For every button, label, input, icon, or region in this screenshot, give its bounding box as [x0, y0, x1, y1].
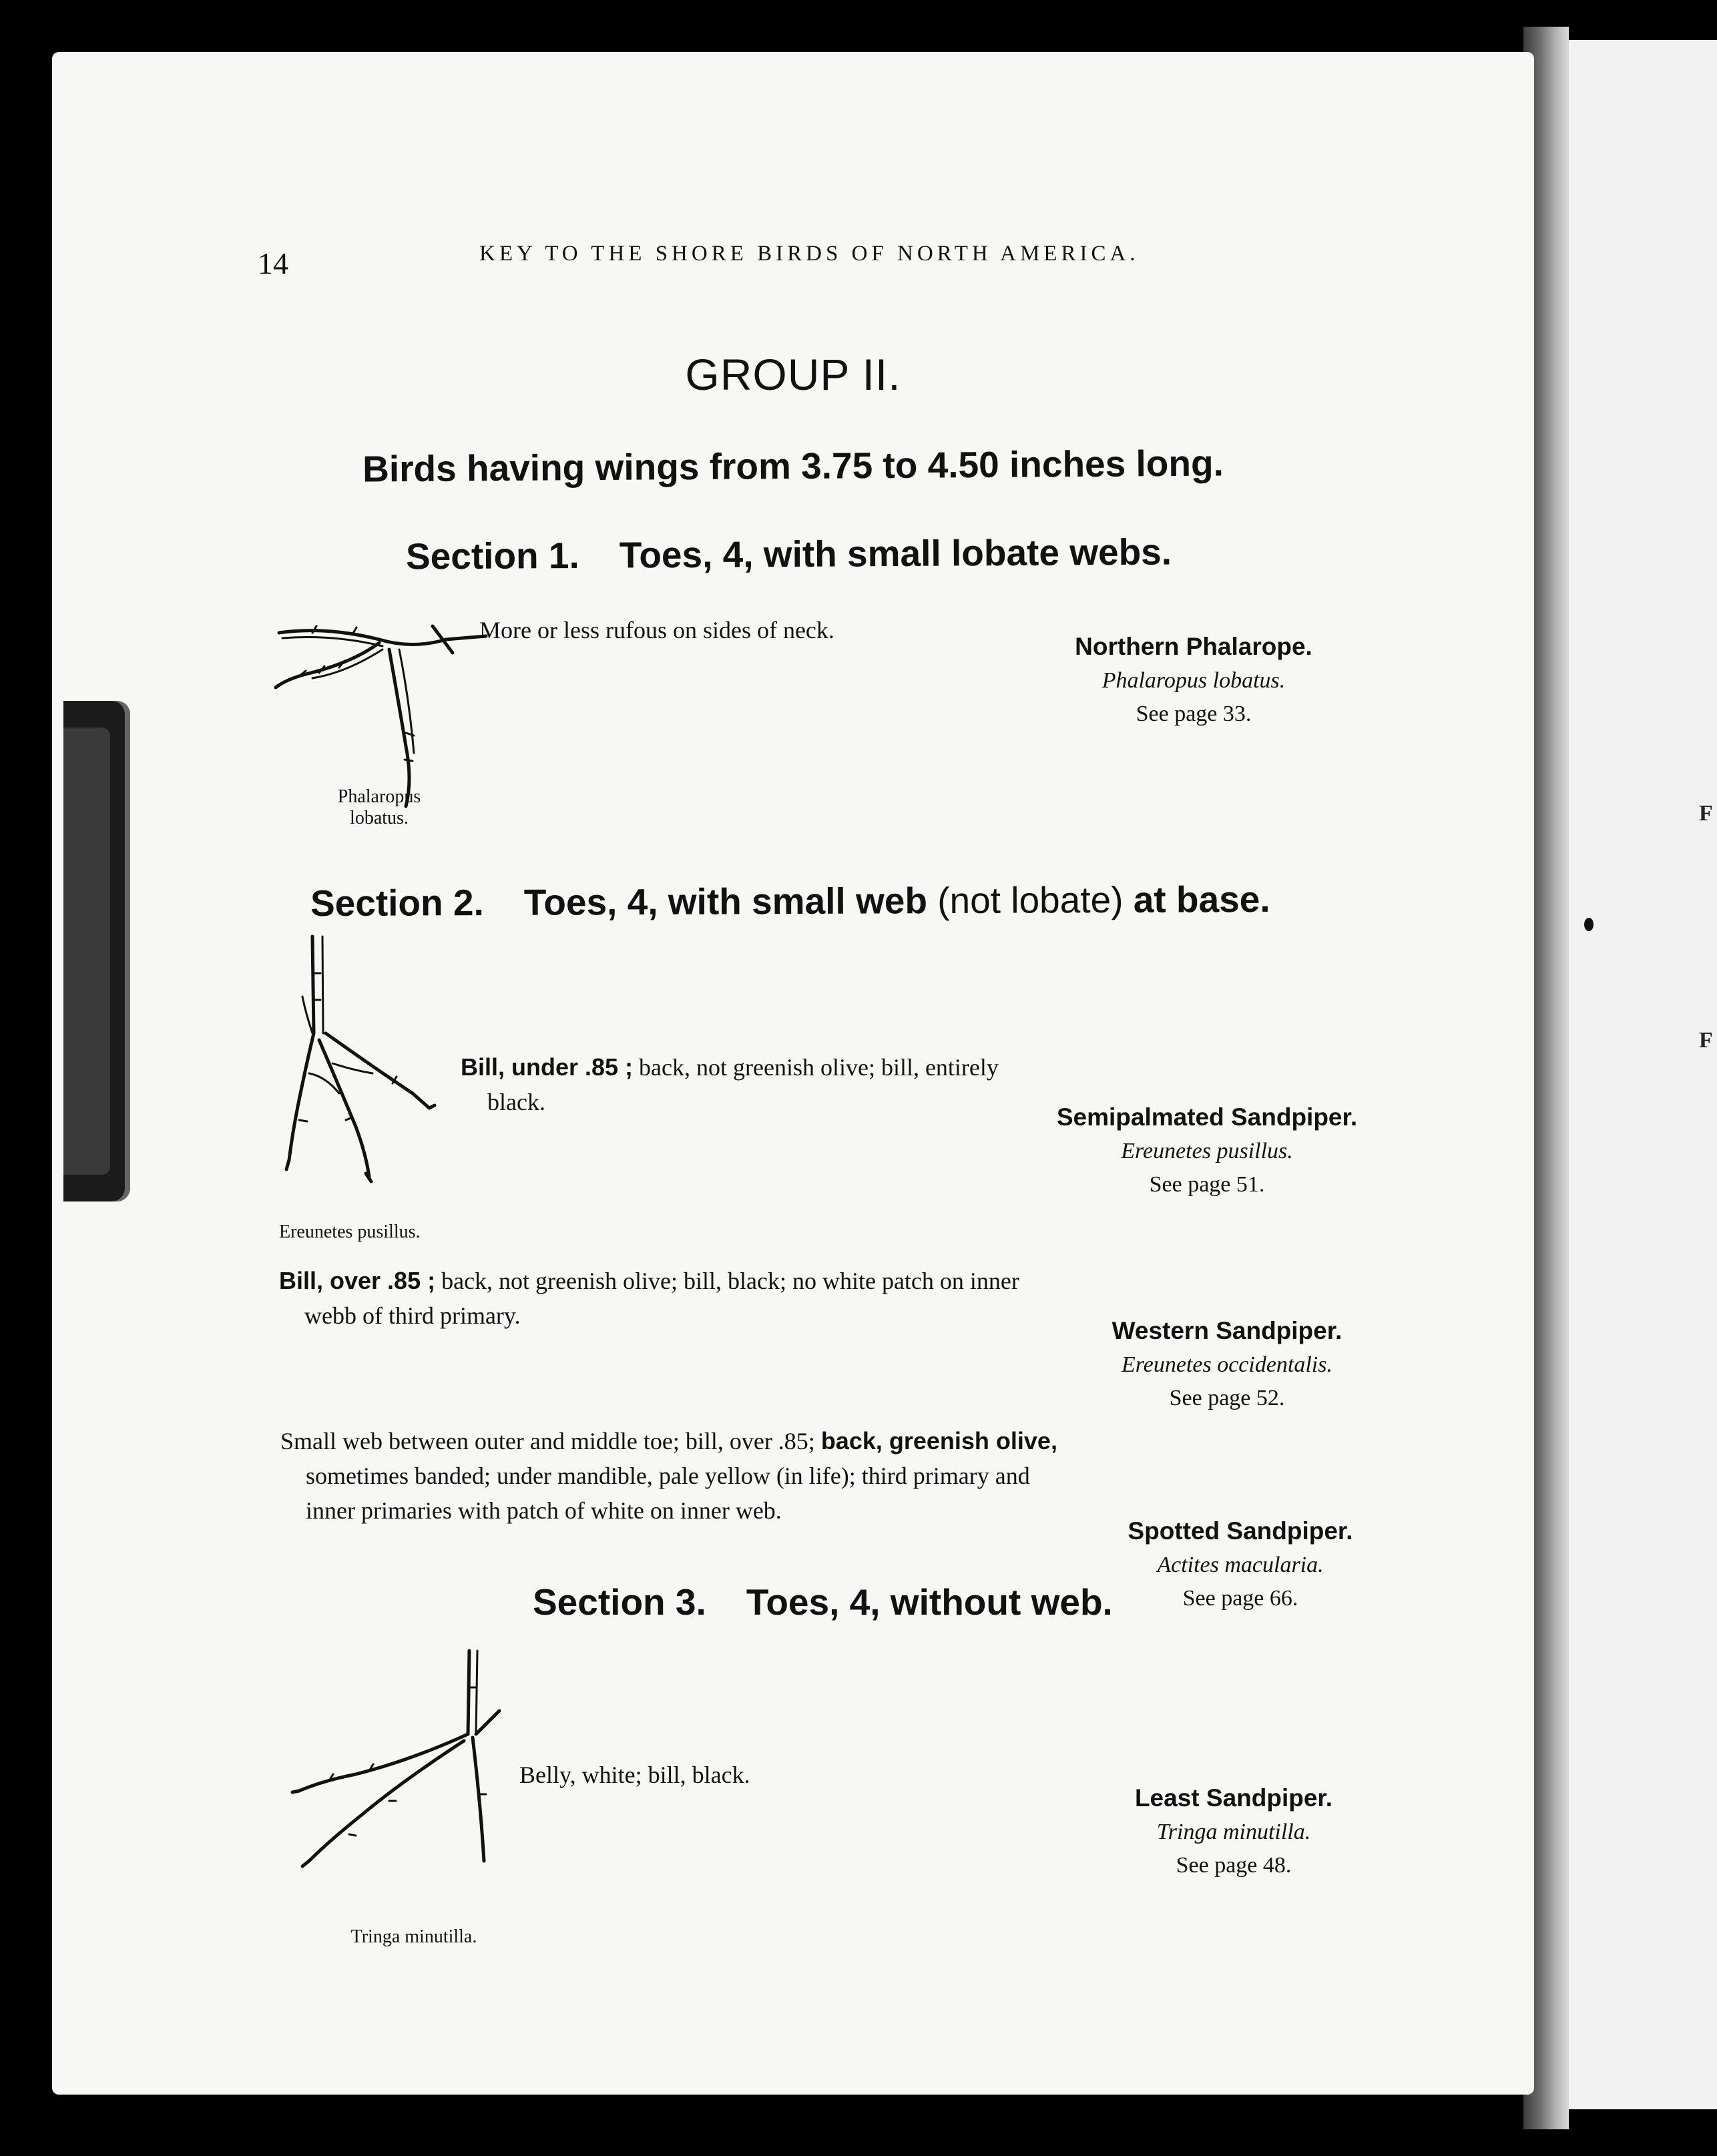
binder-clip — [63, 701, 130, 1201]
book-page — [52, 52, 1534, 2095]
section-3-heading — [533, 1581, 1113, 1623]
adjacent-page-letter: F — [1699, 1028, 1713, 1053]
see-page-reference: See page 52. — [1169, 1386, 1285, 1410]
common-name: Spotted Sandpiper. — [1128, 1517, 1353, 1545]
section-label: Section 3. — [533, 1581, 706, 1623]
page-number: 14 — [258, 246, 288, 280]
description-text: inner primaries with patch of white on inner web. — [306, 1497, 782, 1524]
species-entry — [1033, 1314, 1421, 1415]
species-entry — [1047, 1781, 1421, 1882]
entry-description — [279, 1264, 1019, 1333]
description-text: sometimes banded; under mandible, pale yellow (in life); third primary and — [306, 1462, 1030, 1489]
section-1-heading — [406, 530, 1172, 577]
entry-description — [461, 1050, 999, 1119]
section-heading-text: Toes, 4, with small lobate webs. — [619, 531, 1172, 576]
species-entry — [1027, 629, 1361, 731]
tringa-foot-icon — [289, 1647, 503, 1928]
figure-caption: Tringa minutilla. — [350, 1926, 477, 1947]
entry-description — [280, 1424, 1057, 1528]
figure-caption: Ereunetes pusillus. — [279, 1222, 421, 1242]
entry-description: More or less rufous on sides of neck. — [479, 617, 834, 643]
description-text: back, not greenish olive; bill, black; no white patch on inner — [441, 1268, 1019, 1294]
description-text: webb of third primary. — [304, 1302, 521, 1329]
running-head: KEY TO THE SHORE BIRDS OF NORTH AMERICA. — [479, 242, 1140, 266]
common-name: Northern Phalarope. — [1075, 633, 1312, 660]
caption-line: lobatus. — [350, 808, 409, 828]
section-heading-aside: (not lobate) — [937, 878, 1124, 922]
scientific-name: Phalaropus lobatus. — [1101, 668, 1286, 693]
common-name: Western Sandpiper. — [1112, 1317, 1342, 1344]
scientific-name: Tringa minutilla. — [1156, 1820, 1311, 1844]
common-name: Semipalmated Sandpiper. — [1056, 1103, 1358, 1131]
adjacent-page-fragment — [1565, 40, 1717, 2109]
description-text: back, not greenish olive; bill, entirely — [639, 1054, 999, 1081]
scientific-name: Ereunetes occidentalis. — [1122, 1352, 1332, 1377]
group-subtitle: Birds having wings from 3.75 to 4.50 inches long. — [362, 442, 1224, 490]
description-text: Small web between outer and middle toe; bill, over .85; — [280, 1428, 815, 1454]
description-key: Bill, under .85 ; — [461, 1053, 634, 1081]
description-key: Bill, over .85 ; — [279, 1267, 436, 1294]
section-heading-tail: at base. — [1133, 878, 1270, 920]
see-page-reference: See page 51. — [1149, 1172, 1265, 1197]
see-page-reference: See page 66. — [1182, 1586, 1298, 1611]
common-name: Least Sandpiper. — [1134, 1784, 1333, 1812]
section-2-heading — [310, 878, 1270, 924]
ereunetes-foot-icon — [272, 933, 459, 1200]
description-text: black. — [487, 1089, 545, 1115]
entry-description: Belly, white; bill, black. — [519, 1762, 750, 1788]
section-heading-text: Toes, 4, with small web — [523, 880, 928, 923]
phalarope-foot-icon — [272, 613, 513, 813]
figure-caption — [292, 786, 466, 829]
scientific-name: Actites macularia. — [1157, 1553, 1324, 1577]
scientific-name: Ereunetes pusillus. — [1121, 1139, 1293, 1163]
see-page-reference: See page 33. — [1136, 702, 1252, 726]
ink-dot — [1584, 918, 1593, 931]
section-label: Section 1. — [405, 534, 580, 577]
description-key: back, greenish olive, — [820, 1427, 1057, 1454]
section-label: Section 2. — [310, 882, 484, 924]
see-page-reference: See page 48. — [1176, 1853, 1292, 1878]
caption-line: Phalaropus — [337, 786, 421, 807]
adjacent-page-letter: F — [1699, 801, 1713, 826]
group-title: GROUP II. — [685, 350, 901, 399]
section-heading-text: Toes, 4, without web. — [746, 1581, 1113, 1623]
species-entry — [1000, 1100, 1414, 1201]
